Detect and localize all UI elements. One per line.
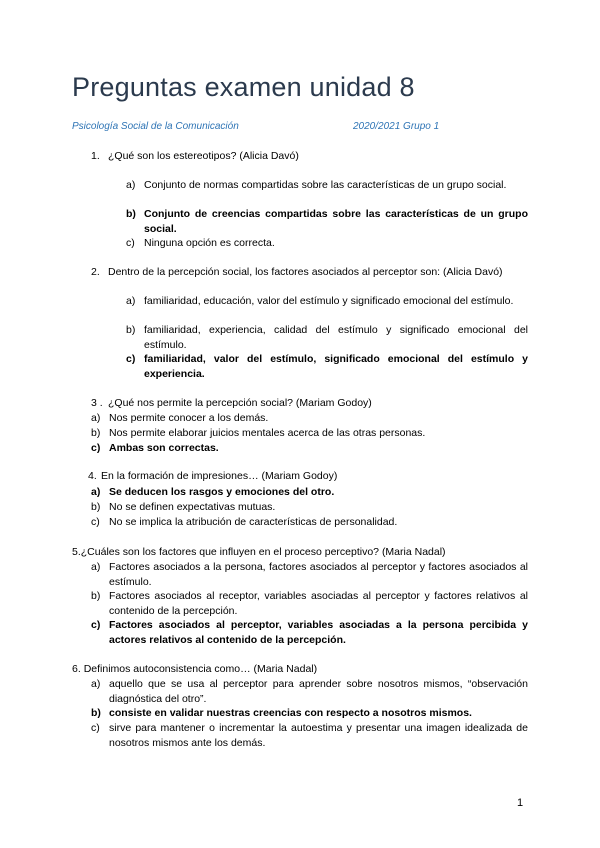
- question-text: En la formación de impresiones… (Mariam Godoy): [101, 470, 338, 482]
- question-text: ¿Qué nos permite la percepción social? (Mariam Godoy): [108, 397, 372, 409]
- answer-option: [91, 560, 528, 589]
- answer-option-correct: [91, 706, 528, 721]
- answer-option-correct: [126, 352, 528, 381]
- option-text: Ambas son correctas.: [109, 442, 219, 454]
- option-text: Se deducen los rasgos y emociones del otro.: [109, 486, 335, 498]
- option-text: consiste en validar nuestras creencias con respecto a nosotros mismos.: [109, 707, 472, 719]
- answer-option: [91, 589, 528, 618]
- answer-option-correct: [91, 485, 528, 500]
- answer-option: [126, 178, 528, 193]
- answer-option: [126, 323, 528, 352]
- option-text: No se definen expectativas mutuas.: [109, 501, 276, 513]
- answer-option: [91, 500, 528, 515]
- answer-option: [91, 677, 528, 706]
- answer-option: [91, 426, 528, 441]
- option-label: a): [91, 486, 101, 498]
- answer-option: [91, 515, 528, 530]
- course-name: Psicología Social de la Comunicación: [72, 121, 239, 132]
- option-label: c): [91, 516, 100, 528]
- answer-option-correct: [126, 207, 528, 236]
- question-6: [72, 662, 317, 677]
- question-2: [91, 265, 503, 280]
- question-1: [91, 149, 299, 164]
- option-label: c): [126, 237, 135, 249]
- option-label: c): [91, 619, 101, 631]
- question-number: 6.: [72, 663, 81, 675]
- page-title: Preguntas examen unidad 8: [72, 72, 415, 102]
- option-label: c): [126, 353, 136, 365]
- option-text: Ninguna opción es correcta.: [144, 237, 275, 249]
- option-label: a): [126, 295, 136, 307]
- option-label: c): [91, 722, 100, 734]
- question-text: Dentro de la percepción social, los factores asociados al perceptor son: (Alicia Davó): [108, 266, 503, 278]
- question-number: 2.: [91, 266, 100, 278]
- answer-option: [91, 721, 528, 750]
- question-number: 4.: [88, 470, 97, 482]
- option-label: b): [126, 208, 136, 220]
- option-text: familiaridad, experiencia, calidad del estímulo y significado emocional del estímulo.: [144, 324, 528, 351]
- option-label: a): [91, 678, 101, 690]
- option-text: Nos permite conocer a los demás.: [109, 412, 269, 424]
- option-label: b): [126, 324, 136, 336]
- option-label: b): [91, 427, 101, 439]
- question-number: 3 .: [91, 397, 103, 409]
- course-year-group: 2020/2021 Grupo 1: [353, 121, 440, 132]
- option-text: No se implica la atribución de características de personalidad.: [109, 516, 398, 528]
- option-label: b): [91, 590, 101, 602]
- option-text: familiaridad, educación, valor del estímulo y significado emocional del estímulo.: [144, 295, 514, 307]
- option-text: familiaridad, valor del estímulo, significado emocional del estímulo y experiencia.: [144, 353, 528, 380]
- question-4: [88, 469, 338, 484]
- answer-option: [126, 294, 528, 309]
- option-label: b): [91, 501, 101, 513]
- option-text: Factores asociados al perceptor, variables asociadas a la persona percibida y actores relativos al contenido de la percepción.: [109, 619, 528, 646]
- question-number: 1.: [91, 150, 100, 162]
- answer-option-correct: [91, 618, 528, 647]
- option-label: a): [91, 561, 101, 573]
- option-text: Conjunto de normas compartidas sobre las características de un grupo social.: [144, 179, 507, 191]
- option-label: a): [91, 412, 101, 424]
- question-text: ¿Cuáles son los factores que influyen en el proceso perceptivo? (Maria Nadal): [80, 546, 446, 558]
- question-5: [72, 545, 446, 560]
- option-text: Nos permite elaborar juicios mentales acerca de las otras personas.: [109, 427, 426, 439]
- option-text: aquello que se usa al perceptor para aprender sobre nosotros mismos, “observación diagnóstica del otro”.: [109, 678, 528, 705]
- option-text: Factores asociados al receptor, variables asociadas al perceptor y factores relativos al contenido de la percepción.: [109, 590, 528, 617]
- question-text: Definimos autoconsistencia como… (Maria Nadal): [83, 663, 318, 675]
- answer-option: [126, 236, 528, 251]
- option-label: b): [91, 707, 101, 719]
- question-3: [91, 396, 372, 411]
- answer-option-correct: [91, 441, 528, 456]
- option-text: Factores asociados a la persona, factores asociados al perceptor y factores asociados al estímulo.: [109, 561, 528, 588]
- answer-option: [91, 411, 528, 426]
- option-text: Conjunto de creencias compartidas sobre las características de un grupo social.: [144, 208, 528, 235]
- option-label: a): [126, 179, 136, 191]
- option-text: sirve para mantener o incrementar la autoestima y presentar una imagen idealizada de nosotros mismos ante los demás.: [109, 722, 528, 749]
- option-label: c): [91, 442, 101, 454]
- question-text: ¿Qué son los estereotipos? (Alicia Davó): [108, 150, 299, 162]
- page-number: 1: [517, 797, 524, 809]
- question-number: 5.: [72, 546, 81, 558]
